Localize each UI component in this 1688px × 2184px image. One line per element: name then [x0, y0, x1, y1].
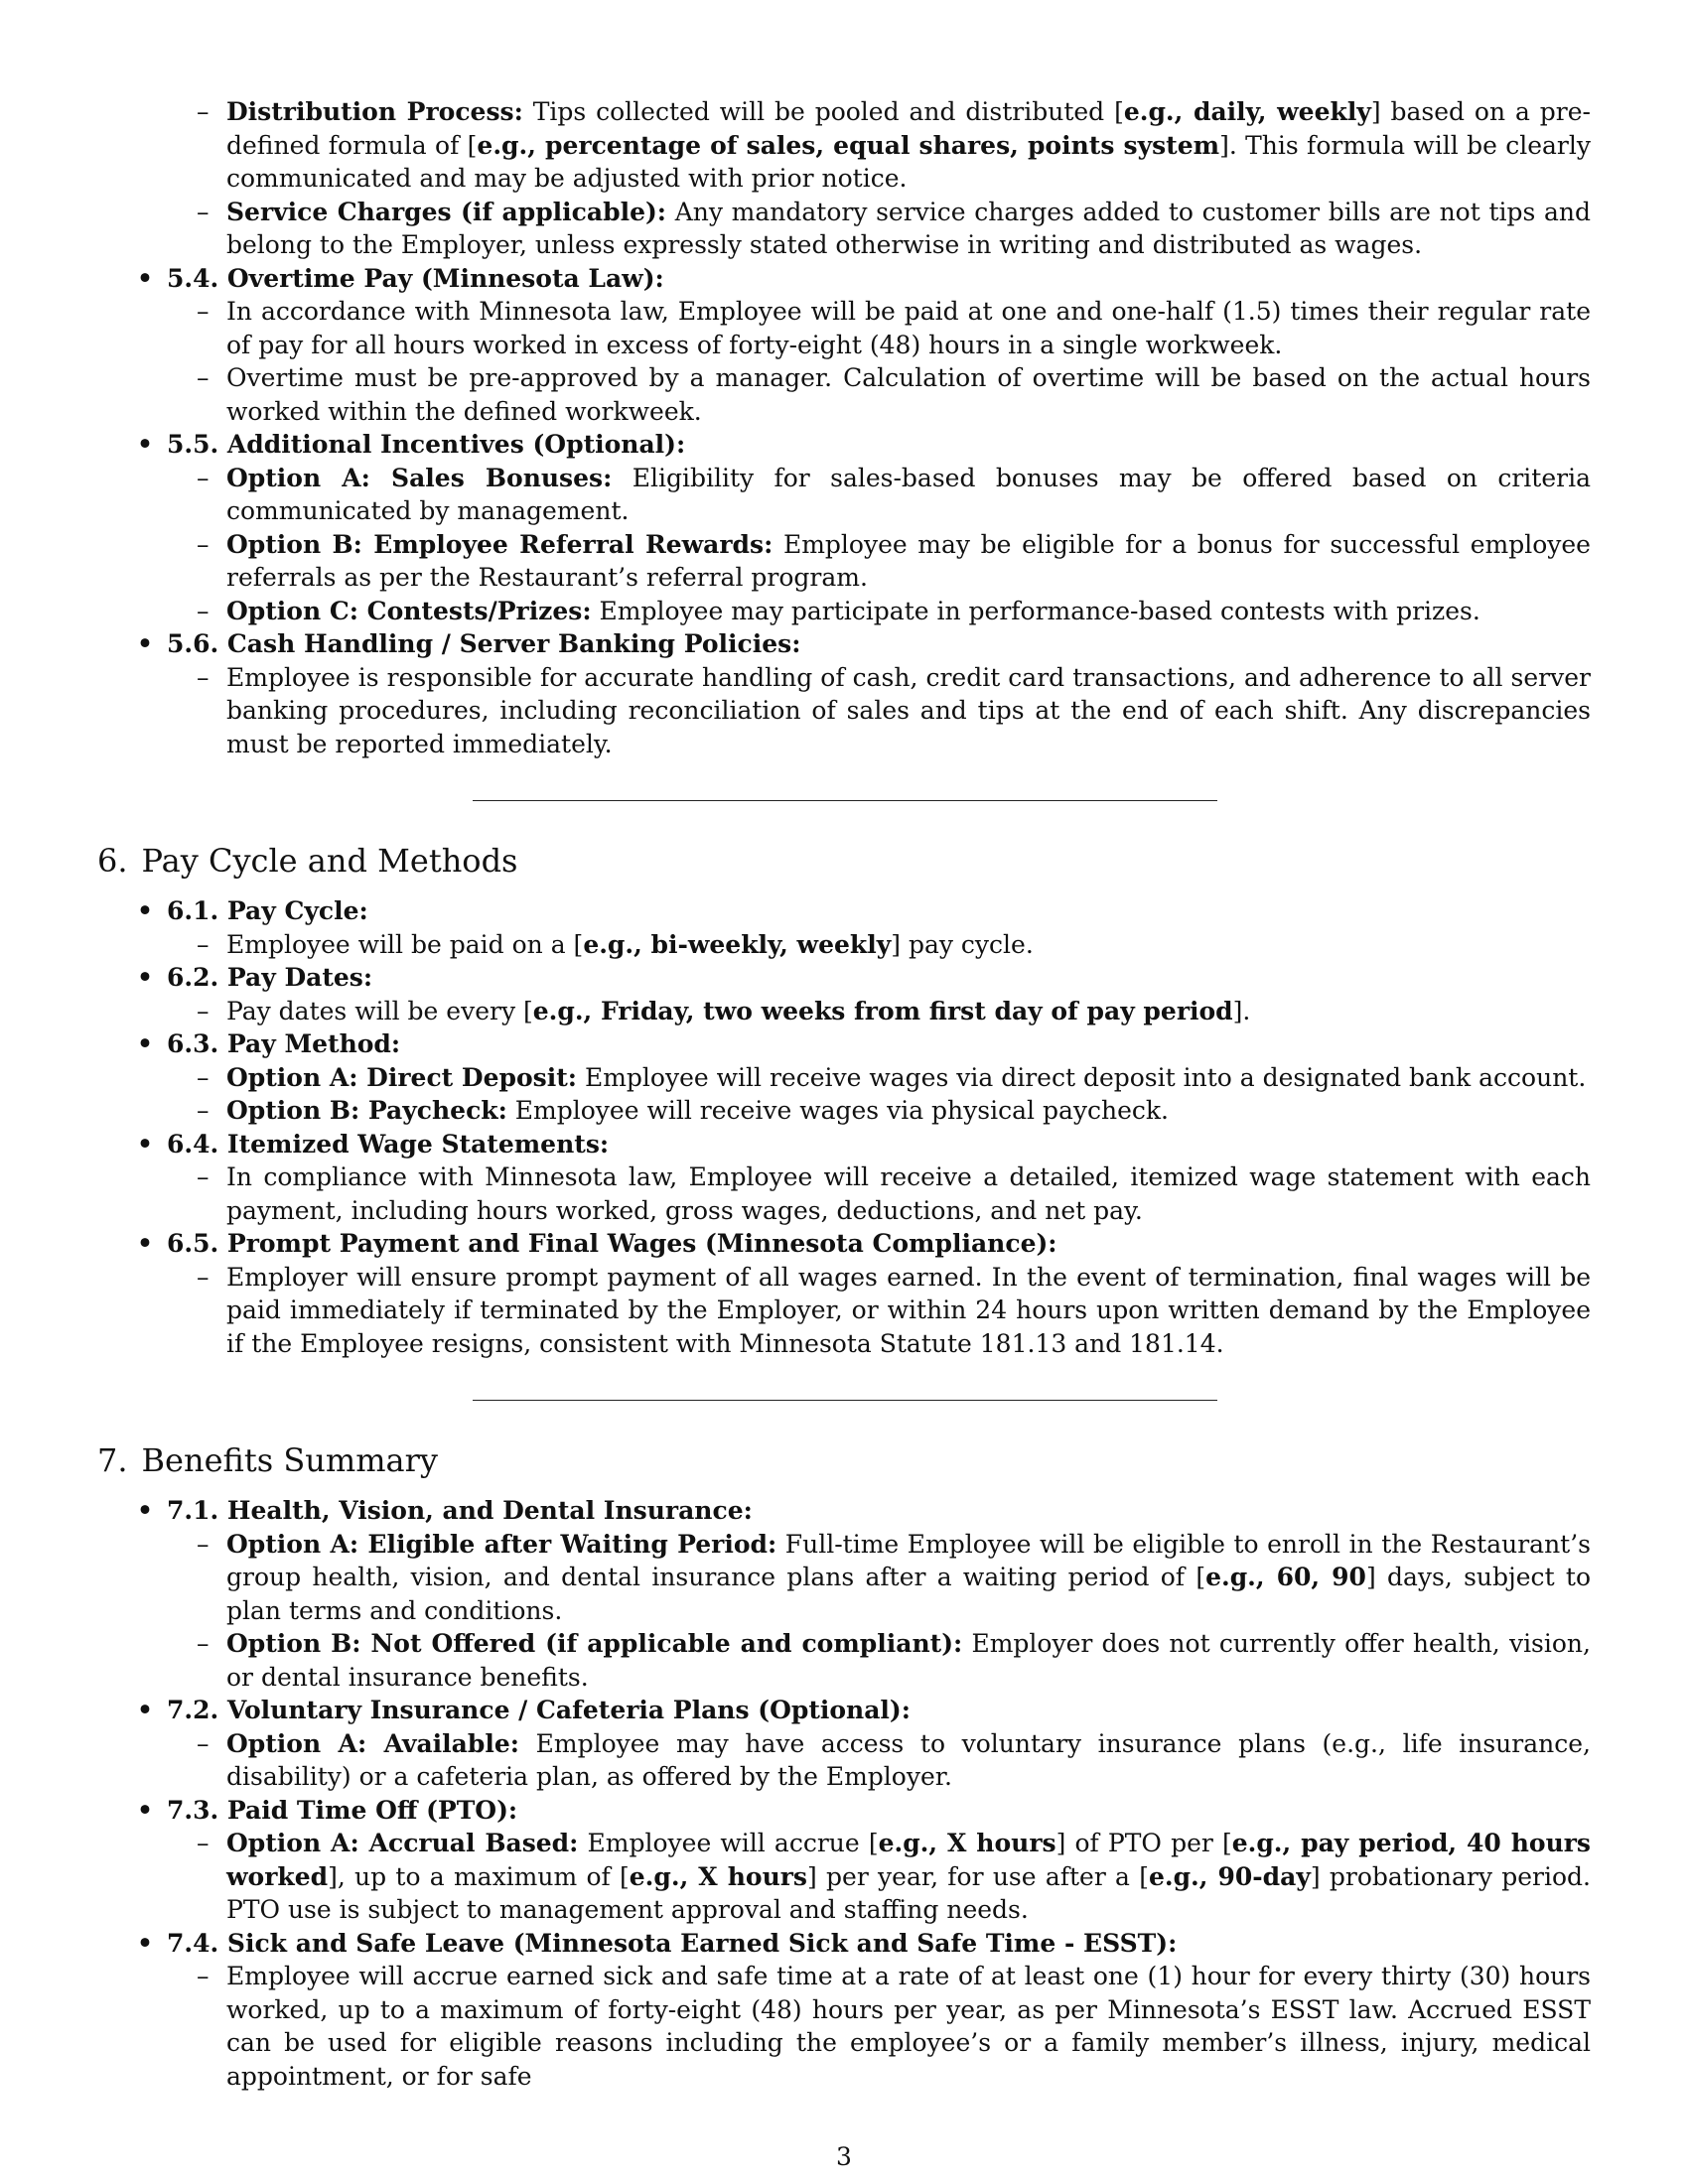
item-label: Distribution Process: [226, 97, 523, 126]
subsection-heading: 5.6. Cash Handling / Server Banking Policies: [167, 629, 801, 658]
item-text: Employee will accrue [ [578, 1829, 879, 1857]
list-item [167, 1528, 1591, 1628]
list-item [167, 196, 1591, 262]
placeholder-text: e.g., daily, weekly [1123, 97, 1371, 126]
subsection [97, 627, 1591, 760]
item-label: Service Charges (if applicable): [226, 197, 667, 226]
item-text: ]. This formula will be clearly communicated and may be adjusted with prior notice. [226, 130, 1591, 193]
subsection [97, 428, 1591, 627]
subsection-items [167, 1727, 1591, 1794]
item-label: Option B: Paycheck: [226, 1096, 507, 1125]
dash-marker: – [197, 1162, 210, 1191]
bullet-marker: • [137, 1129, 153, 1159]
page-content [97, 95, 1591, 2093]
subsection-heading: 7.1. Health, Vision, and Dental Insurance: [167, 1496, 753, 1525]
list-item [167, 1061, 1591, 1095]
subsection [97, 1494, 1591, 1694]
item-text: Overtime must be pre-approved by a manager. Calculation of overtime will be based on the actual hours worked within the defined workweek. [226, 363, 1591, 426]
subsection [97, 1694, 1591, 1794]
section-7-number: 7. [97, 1441, 128, 1479]
list-item [167, 995, 1591, 1028]
item-text: Employee will be paid on a [ [226, 929, 584, 959]
list-item [167, 1727, 1591, 1794]
subsection-items [167, 661, 1591, 761]
list-item [167, 1160, 1591, 1227]
subsection [97, 1927, 1591, 2094]
subsection-heading: 7.2. Voluntary Insurance / Cafeteria Plans (Optional): [167, 1696, 911, 1724]
item-text: Employee may have access to voluntary insurance plans (e.g., life insurance, disability) or a cafeteria plan, as offered by the Employer. [226, 1728, 1591, 1791]
section5-subsections [97, 262, 1591, 761]
subsection-items [167, 1061, 1591, 1128]
section-6-number: 6. [97, 842, 128, 880]
dash-marker: – [197, 1529, 210, 1559]
subsection [97, 1027, 1591, 1128]
section5-continued-list [97, 95, 1591, 262]
item-label: Option A: Direct Deposit: [226, 1062, 578, 1092]
subsection-items [167, 1528, 1591, 1695]
placeholder-text: e.g., X hours [629, 1861, 808, 1891]
dash-marker: – [197, 463, 210, 492]
dash-marker: – [197, 929, 210, 959]
list-item [167, 595, 1591, 628]
list-item [167, 361, 1591, 428]
subsection-items [167, 1960, 1591, 2093]
dash-marker: – [197, 1962, 210, 1990]
bullet-marker: • [137, 1496, 153, 1525]
placeholder-text: e.g., 90-day [1148, 1861, 1311, 1891]
dash-marker: – [197, 596, 210, 625]
subsection-heading: 6.2. Pay Dates: [167, 963, 373, 992]
list-item [167, 95, 1591, 196]
subsection-items [167, 1261, 1591, 1361]
item-text: Employee is responsible for accurate handling of cash, credit card transactions, and adherence to all server banking procedures, including reconciliation of sales and tips at the end of each shift. Any discrepancies must be reported immediately. [226, 662, 1591, 758]
section-divider [473, 1400, 1217, 1401]
list-item [167, 295, 1591, 361]
item-text: Any mandatory service charges added to customer bills are not tips and belong to the Employer, unless expressly stated otherwise in writing and distributed as wages. [226, 197, 1591, 259]
dash-marker: – [197, 197, 210, 226]
placeholder-text: e.g., 60, 90 [1205, 1563, 1366, 1591]
section7-subsections [97, 1494, 1591, 2093]
section-7-title: Benefits Summary [141, 1441, 438, 1479]
dash-marker: – [197, 1062, 210, 1092]
list-item [167, 1094, 1591, 1128]
item-text: ]. [1232, 996, 1251, 1025]
subsection-heading: 6.5. Prompt Payment and Final Wages (Minnesota Compliance): [167, 1229, 1057, 1258]
subsection [97, 262, 1591, 429]
section6-subsections [97, 894, 1591, 1360]
bullet-marker: • [137, 629, 153, 658]
item-text: Pay dates will be every [ [226, 996, 533, 1025]
item-text: Employee will accrue earned sick and safe time at a rate of at least one (1) hour for every thirty (30) hours worked, up to a maximum of forty-eight (48) hours per year, as per Minnesota’s ESST law. Accrued ESST can be used for eligible reasons including the employee’s or a family member’s illness, injury, medical appointment, or for safe [226, 1962, 1591, 2091]
list-item [167, 661, 1591, 761]
dash-marker: – [197, 1096, 210, 1125]
item-text: ] days, subject to plan terms and conditions. [226, 1563, 1591, 1625]
list-item [167, 528, 1591, 595]
item-text: Employee will receive wages via direct deposit into a designated bank account. [577, 1062, 1587, 1092]
bullet-marker: • [137, 430, 153, 459]
dash-marker: – [197, 1262, 210, 1292]
subsection-heading: 6.3. Pay Method: [167, 1029, 401, 1058]
dash-marker: – [197, 529, 210, 559]
subsection-heading: 6.4. Itemized Wage Statements: [167, 1129, 610, 1159]
dash-marker: – [197, 996, 210, 1025]
list-item [167, 462, 1591, 528]
subsection-items [167, 995, 1591, 1028]
section-divider [473, 800, 1217, 801]
list-item [167, 1827, 1591, 1927]
item-text: ] pay cycle. [891, 929, 1034, 959]
bullet-marker: • [137, 263, 153, 293]
item-text: Eligibility for sales-based bonuses may be offered based on criteria communicated by management. [226, 463, 1591, 525]
item-text: ] per year, for use after a [ [807, 1861, 1149, 1891]
placeholder-text: e.g., pay period, 40 hours worked [226, 1829, 1592, 1891]
subsection-items [167, 95, 1591, 262]
bullet-marker: • [137, 1696, 153, 1724]
item-text: In compliance with Minnesota law, Employee will receive a detailed, itemized wage statement with each payment, including hours worked, gross wages, deductions, and net pay. [226, 1162, 1591, 1225]
dash-marker: – [197, 97, 210, 126]
dash-marker: – [197, 1728, 210, 1758]
item-label: Option B: Employee Referral Rewards: [226, 529, 774, 559]
dash-marker: – [197, 1829, 210, 1857]
placeholder-text: e.g., bi-weekly, weekly [583, 929, 892, 959]
subsection-items [167, 1160, 1591, 1227]
item-label: Option A: Sales Bonuses: [226, 463, 613, 492]
item-text: Full-time Employee will be eligible to enroll in the Restaurant’s group health, vision, and dental insurance plans after a waiting period of [ [226, 1529, 1591, 1591]
item-text: Employee may be eligible for a bonus for successful employee referrals as per the Restaurant’s referral program. [226, 529, 1591, 592]
dash-marker: – [197, 662, 210, 692]
subsection-heading: 7.3. Paid Time Off (PTO): [167, 1795, 518, 1825]
item-text: Employer does not currently offer health, vision, or dental insurance benefits. [226, 1629, 1591, 1692]
item-label: Option C: Contests/Prizes: [226, 596, 592, 625]
subsection-heading: 6.1. Pay Cycle: [167, 896, 368, 925]
list-item [167, 1261, 1591, 1361]
placeholder-text: e.g., percentage of sales, equal shares, points system [477, 130, 1220, 160]
subsection [97, 1128, 1591, 1228]
bullet-marker: • [137, 963, 153, 992]
dash-marker: – [197, 363, 210, 392]
bullet-marker: • [137, 896, 153, 925]
item-text: Employee will receive wages via physical paycheck. [506, 1096, 1169, 1125]
subsection-heading: 5.5. Additional Incentives (Optional): [167, 430, 686, 459]
item-label: Option A: Accrual Based: [226, 1829, 579, 1857]
item-text: Employer will ensure prompt payment of all wages earned. In the event of termination, final wages will be paid immediately if terminated by the Employer, or within 24 hours upon written demand by the Employee if the Employee resigns, consistent with Minnesota Statute 181.13 and 181.14. [226, 1262, 1591, 1358]
subsection-heading: 5.4. Overtime Pay (Minnesota Law): [167, 263, 664, 293]
subsection-items [167, 462, 1591, 628]
item-text: ] of PTO per [ [1055, 1829, 1232, 1857]
item-text: ] probationary period. PTO use is subject to management approval and staffing needs. [226, 1861, 1592, 1924]
section-6-heading [97, 841, 1591, 881]
section-6-title: Pay Cycle and Methods [141, 842, 518, 880]
item-label: Option A: Eligible after Waiting Period: [226, 1529, 777, 1559]
item-text: ], up to a maximum of [ [328, 1861, 630, 1891]
item-text: ] based on a pre-defined formula of [ [226, 97, 1591, 160]
subsection [97, 894, 1591, 961]
subsection [97, 961, 1591, 1027]
subsection-items [167, 1827, 1591, 1927]
subsection-heading: 7.4. Sick and Safe Leave (Minnesota Earned Sick and Safe Time - ESST): [167, 1928, 1178, 1958]
item-text: In accordance with Minnesota law, Employee will be paid at one and one-half (1.5) times their regular rate of pay for all hours worked in excess of forty-eight (48) hours in a single workweek. [226, 297, 1591, 359]
bullet-marker: • [137, 1928, 153, 1958]
item-label: Option B: Not Offered (if applicable and compliant): [226, 1629, 963, 1658]
item-text: Employee may participate in performance-based contests with prizes. [591, 596, 1480, 625]
continued-subsection [97, 95, 1591, 262]
bullet-marker: • [137, 1029, 153, 1058]
placeholder-text: e.g., X hours [878, 1829, 1056, 1857]
bullet-marker: • [137, 1229, 153, 1258]
list-item [167, 1960, 1591, 2093]
dash-marker: – [197, 297, 210, 326]
dash-marker: – [197, 1629, 210, 1658]
list-item [167, 928, 1591, 962]
item-label: Option A: Available: [226, 1728, 519, 1758]
subsection-items [167, 928, 1591, 962]
placeholder-text: e.g., Friday, two weeks from first day of pay period [532, 996, 1233, 1025]
bullet-marker: • [137, 1795, 153, 1825]
list-item [167, 1627, 1591, 1694]
subsection [97, 1227, 1591, 1360]
subsection [97, 1794, 1591, 1927]
item-text: Tips collected will be pooled and distributed [ [522, 97, 1124, 126]
page-number: 3 [836, 2142, 852, 2171]
section-7-heading [97, 1440, 1591, 1480]
subsection-items [167, 295, 1591, 428]
